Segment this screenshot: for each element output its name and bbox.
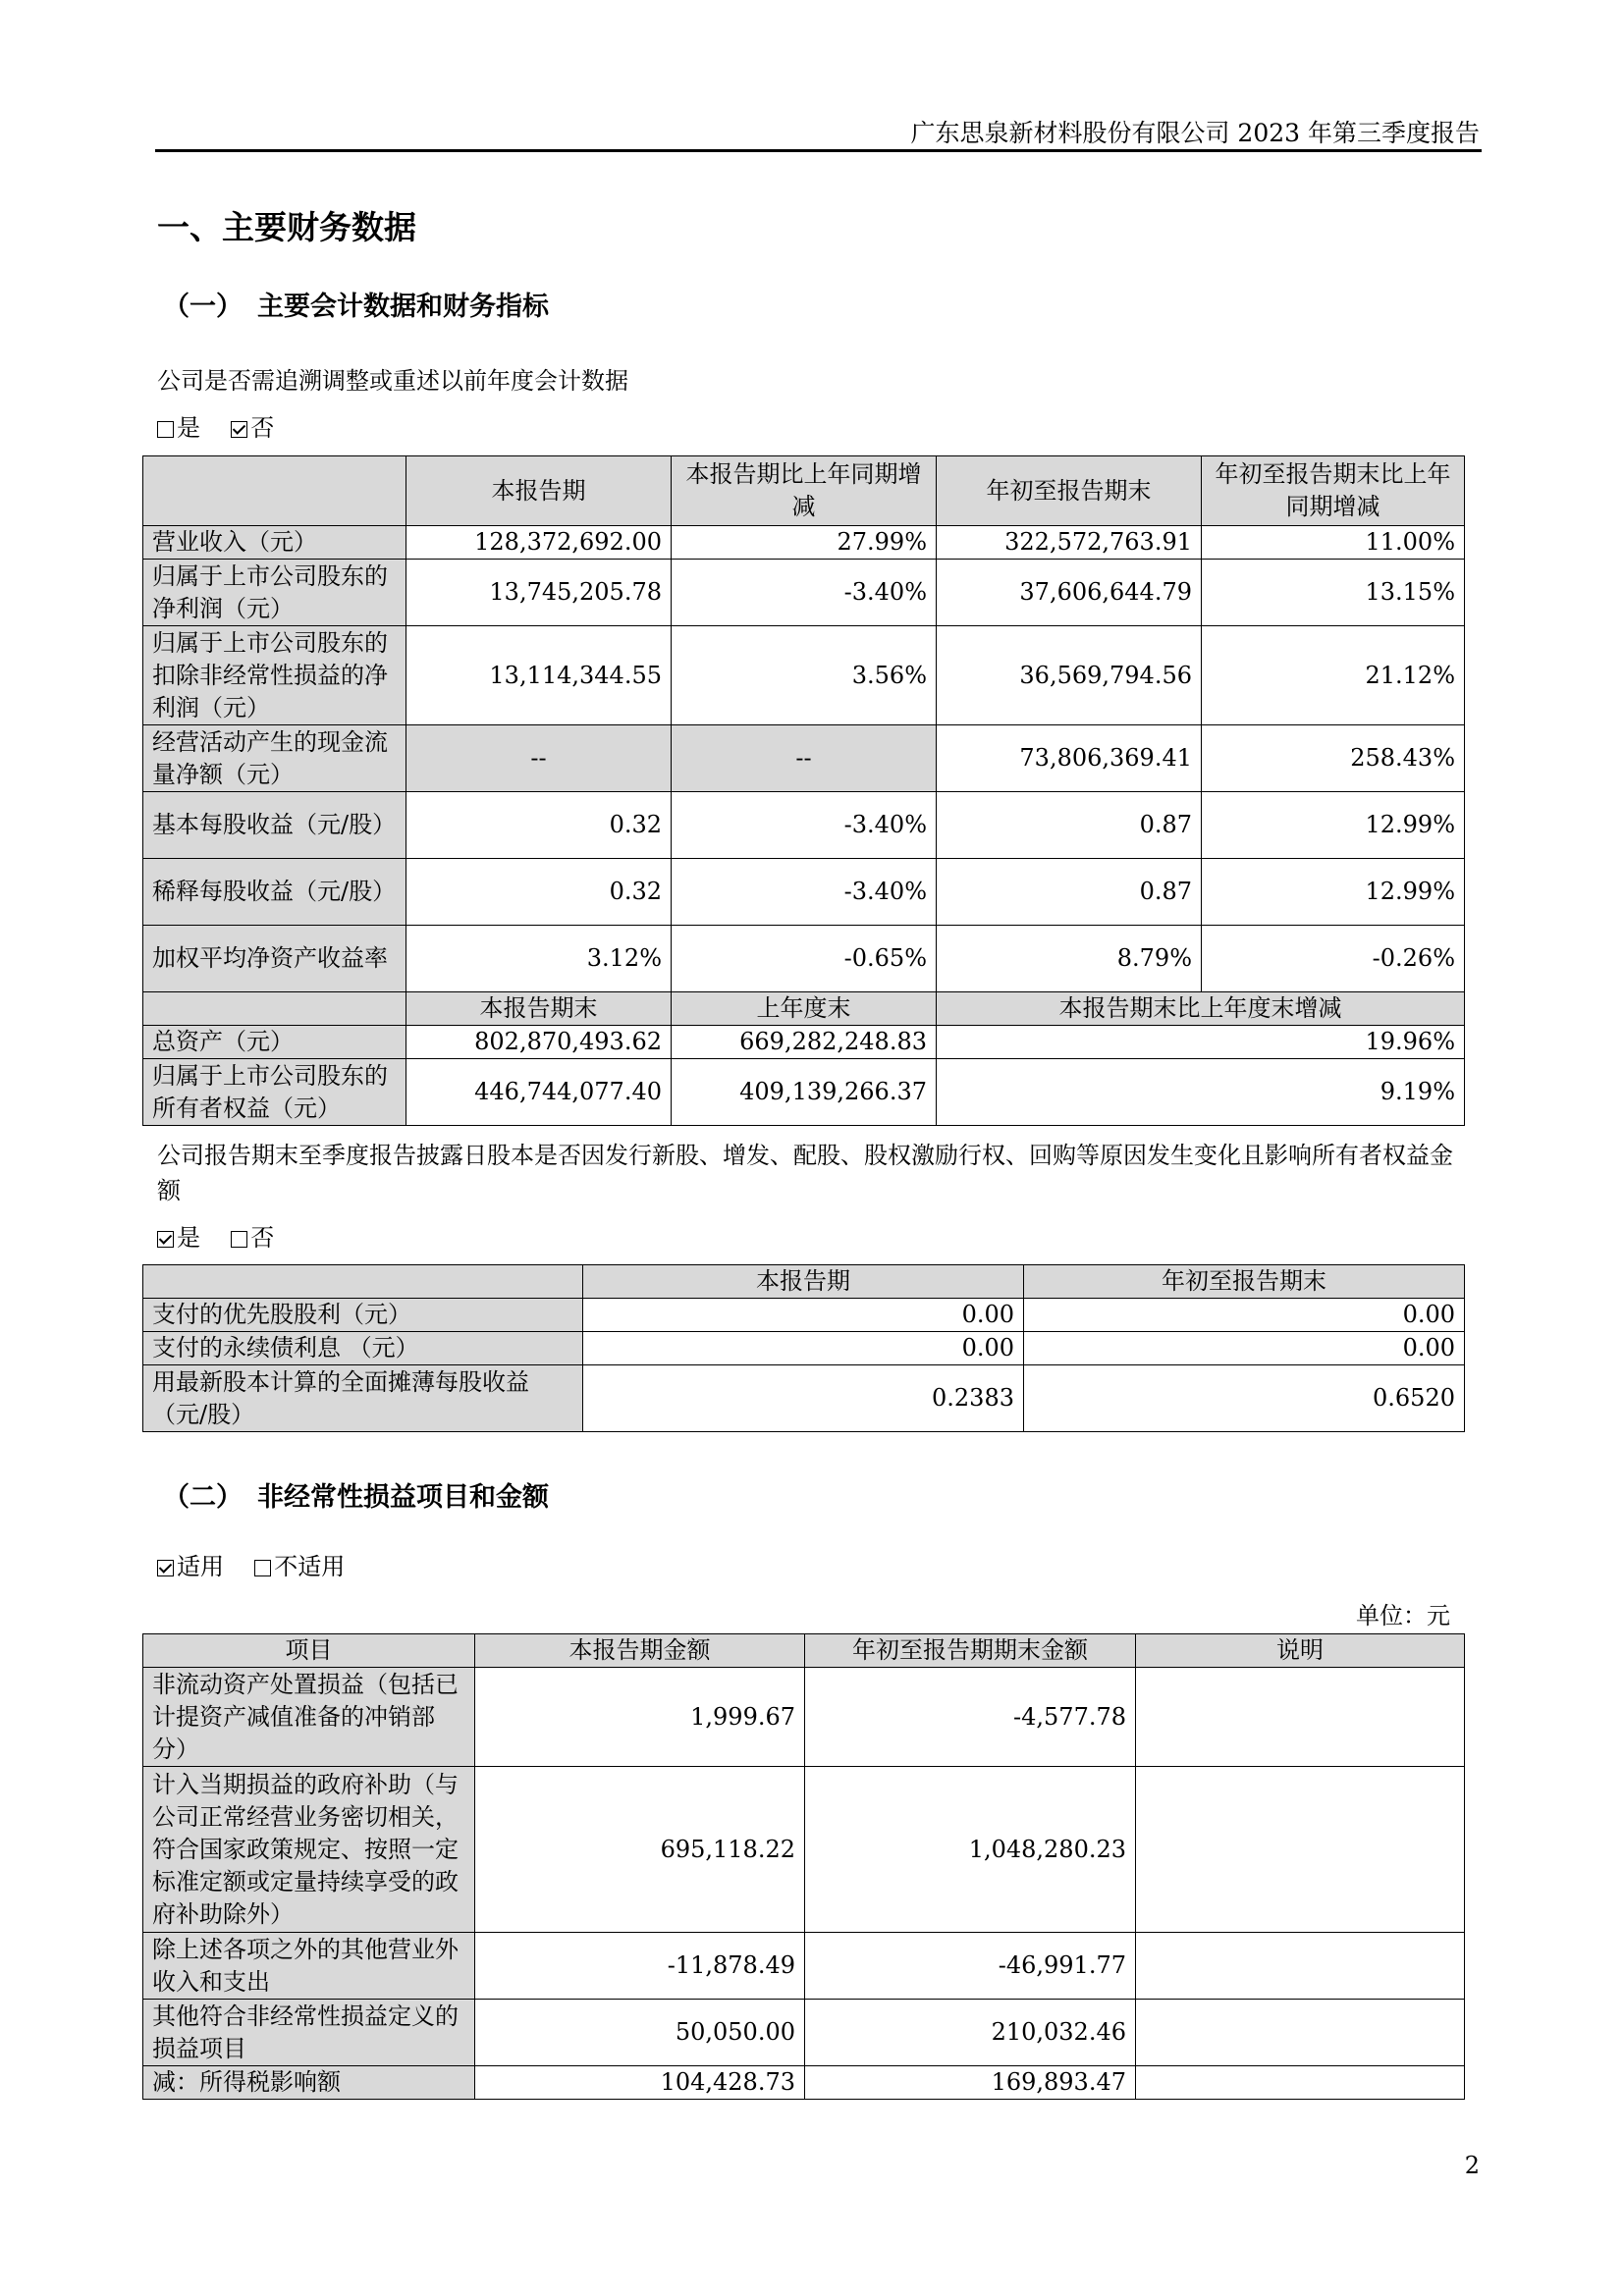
- table-cell: 0.00: [583, 1299, 1024, 1332]
- table-cell: 0.87: [937, 792, 1202, 859]
- table-cell: 13,114,344.55: [406, 626, 672, 725]
- table-cell: -4,577.78: [805, 1668, 1136, 1767]
- restate-options: [157, 410, 274, 446]
- table-row: [143, 1668, 1465, 1767]
- share-change-no-checkbox[interactable]: [231, 1231, 247, 1248]
- table-header-cell: 本报告期末: [406, 992, 672, 1026]
- table-cell: 0.00: [583, 1332, 1024, 1365]
- table-cell: -46,991.77: [805, 1933, 1136, 2000]
- table-cell: 0.00: [1024, 1332, 1465, 1365]
- table-cell: -3.40%: [672, 792, 937, 859]
- table-row: [143, 1332, 1465, 1365]
- table-cell: 0.00: [1024, 1299, 1465, 1332]
- table-header-row: [143, 456, 1465, 526]
- table-row: [143, 1026, 1465, 1059]
- row-label: 归属于上市公司股东的净利润（元）: [143, 560, 406, 626]
- table-cell: 104,428.73: [475, 2066, 805, 2100]
- applicable-options: [157, 1549, 345, 1584]
- table-header-cell: 年初至报告期末: [937, 456, 1202, 526]
- table-header-row: [143, 1265, 1465, 1299]
- row-label: 基本每股收益（元/股）: [143, 792, 406, 859]
- table-cell: 258.43%: [1202, 725, 1465, 792]
- page-number: 2: [1464, 2152, 1480, 2179]
- table-cell: 12.99%: [1202, 792, 1465, 859]
- table-header-cell: 上年度末: [672, 992, 937, 1026]
- row-label: 支付的优先股股利（元）: [143, 1299, 583, 1332]
- table-header-cell: 说明: [1136, 1634, 1465, 1668]
- table-cell: 13.15%: [1202, 560, 1465, 626]
- table-cell: 50,050.00: [475, 2000, 805, 2066]
- table-header-cell: 年初至报告期末比上年同期增减: [1202, 456, 1465, 526]
- share-change-yes-checkbox[interactable]: [157, 1231, 174, 1248]
- row-label: 非流动资产处置损益（包括已计提资产减值准备的冲销部分）: [143, 1668, 475, 1767]
- table-header-cell: 年初至报告期末: [1024, 1265, 1465, 1299]
- table-cell: 3.56%: [672, 626, 937, 725]
- subsection-number: （二）: [163, 1482, 243, 1513]
- row-label: 营业收入（元）: [143, 526, 406, 560]
- table-cell: 669,282,248.83: [672, 1026, 937, 1059]
- table-row: [143, 2000, 1465, 2066]
- table-cell: 8.79%: [937, 926, 1202, 992]
- table-row: [143, 926, 1465, 992]
- table-cell: [1136, 1933, 1465, 2000]
- table-cell: 446,744,077.40: [406, 1059, 672, 1126]
- table-row: [143, 1059, 1465, 1126]
- table-cell: 37,606,644.79: [937, 560, 1202, 626]
- table-cell: 1,999.67: [475, 1668, 805, 1767]
- row-label: 稀释每股收益（元/股）: [143, 859, 406, 926]
- table-cell: 12.99%: [1202, 859, 1465, 926]
- table-header-cell: 本报告期末比上年度末增减: [937, 992, 1465, 1026]
- table-cell: 73,806,369.41: [937, 725, 1202, 792]
- table-header-cell: [143, 456, 406, 526]
- row-label: 加权平均净资产收益率: [143, 926, 406, 992]
- table-cell: 169,893.47: [805, 2066, 1136, 2100]
- table-row: [143, 1365, 1465, 1432]
- table-header-cell: [143, 992, 406, 1026]
- row-label: 归属于上市公司股东的扣除非经常性损益的净利润（元）: [143, 626, 406, 725]
- table-cell: 3.12%: [406, 926, 672, 992]
- table-cell: 210,032.46: [805, 2000, 1136, 2066]
- table-cell: [1136, 2000, 1465, 2066]
- table-cell: 128,372,692.00: [406, 526, 672, 560]
- row-label: 用最新股本计算的全面摊薄每股收益（元/股）: [143, 1365, 583, 1432]
- subsection-number: （一）: [163, 292, 243, 322]
- main-financial-table: [142, 455, 1465, 1126]
- table-cell: 1,048,280.23: [805, 1767, 1136, 1933]
- table-cell: --: [406, 725, 672, 792]
- table-cell: -3.40%: [672, 859, 937, 926]
- table-row: [143, 526, 1465, 560]
- table-row: [143, 1299, 1465, 1332]
- restate-no-checkbox[interactable]: [231, 421, 247, 438]
- table-cell: -3.40%: [672, 560, 937, 626]
- table-cell: 27.99%: [672, 526, 937, 560]
- table-header-cell: 本报告期金额: [475, 1634, 805, 1668]
- restate-yes-label: 是: [177, 414, 200, 442]
- table-cell: 21.12%: [1202, 626, 1465, 725]
- section-title: 一、主要财务数据: [157, 208, 416, 246]
- table-header-cell: 本报告期比上年同期增减: [672, 456, 937, 526]
- table-cell: 11.00%: [1202, 526, 1465, 560]
- table-header-cell: [143, 1265, 583, 1299]
- table-header-row: [143, 992, 1465, 1026]
- row-label: 减：所得税影响额: [143, 2066, 475, 2100]
- unit-label: 单位：元: [1356, 1602, 1450, 1629]
- table-cell: [1136, 1767, 1465, 1933]
- table-row: [143, 626, 1465, 725]
- header-rule: [155, 149, 1482, 152]
- table-cell: 409,139,266.37: [672, 1059, 937, 1126]
- table-row: [143, 560, 1465, 626]
- table-row: [143, 725, 1465, 792]
- table-header-cell: 本报告期: [583, 1265, 1024, 1299]
- report-header: 广东思泉新材料股份有限公司 2023 年第三季度报告: [910, 119, 1480, 147]
- table-row: [143, 1767, 1465, 1933]
- subsection-title: 非经常性损益项目和金额: [257, 1482, 549, 1513]
- table-row: [143, 2066, 1465, 2100]
- table-cell: 802,870,493.62: [406, 1026, 672, 1059]
- table-cell: 0.2383: [583, 1365, 1024, 1432]
- table-cell: 13,745,205.78: [406, 560, 672, 626]
- table-row: [143, 1933, 1465, 2000]
- share-change-yes-label: 是: [177, 1224, 200, 1252]
- table-cell: --: [672, 725, 937, 792]
- table-cell: -11,878.49: [475, 1933, 805, 2000]
- table-cell: 19.96%: [937, 1026, 1465, 1059]
- table-cell: 0.6520: [1024, 1365, 1465, 1432]
- table-row: [143, 859, 1465, 926]
- row-label: 支付的永续债利息 （元）: [143, 1332, 583, 1365]
- restate-no-label: 否: [250, 414, 275, 442]
- table-cell: [1136, 2066, 1465, 2100]
- table-cell: -0.26%: [1202, 926, 1465, 992]
- table-cell: [1136, 1668, 1465, 1767]
- restate-question: 公司是否需追溯调整或重述以前年度会计数据: [157, 367, 628, 395]
- row-label: 计入当期损益的政府补助（与公司正常经营业务密切相关，符合国家政策规定、按照一定标准定额或定量持续享受的政府补助除外）: [143, 1767, 475, 1933]
- table-cell: -0.65%: [672, 926, 937, 992]
- table-cell: 695,118.22: [475, 1767, 805, 1933]
- row-label: 除上述各项之外的其他营业外收入和支出: [143, 1933, 475, 2000]
- table-row: [143, 792, 1465, 859]
- table-cell: 0.32: [406, 792, 672, 859]
- row-label: 经营活动产生的现金流量净额（元）: [143, 725, 406, 792]
- table-header-row: [143, 1634, 1465, 1668]
- table-cell: 36,569,794.56: [937, 626, 1202, 725]
- not-applicable-checkbox[interactable]: [254, 1560, 271, 1576]
- applicable-checkbox[interactable]: [157, 1560, 174, 1576]
- applicable-label: 适用: [177, 1553, 224, 1580]
- not-applicable-label: 不适用: [274, 1553, 346, 1580]
- table-cell: 0.87: [937, 859, 1202, 926]
- table-header-cell: 项目: [143, 1634, 475, 1668]
- restate-yes-checkbox[interactable]: [157, 421, 174, 438]
- subsection-title: 主要会计数据和财务指标: [257, 292, 549, 322]
- non-recurring-table: [142, 1633, 1465, 2100]
- table-header-cell: 本报告期: [406, 456, 672, 526]
- row-label: 归属于上市公司股东的所有者权益（元）: [143, 1059, 406, 1126]
- table-header-cell: 年初至报告期期末金额: [805, 1634, 1136, 1668]
- row-label: 总资产（元）: [143, 1026, 406, 1059]
- share-change-question: 公司报告期末至季度报告披露日股本是否因发行新股、增发、配股、股权激励行权、回购等原因发生变化且影响所有者权益金额: [157, 1142, 1453, 1204]
- table-cell: 9.19%: [937, 1059, 1465, 1126]
- table-cell: 0.32: [406, 859, 672, 926]
- share-change-options: [157, 1220, 274, 1255]
- share-change-table: [142, 1264, 1465, 1432]
- row-label: 其他符合非经常性损益定义的损益项目: [143, 2000, 475, 2066]
- share-change-no-label: 否: [250, 1224, 275, 1252]
- table-cell: 322,572,763.91: [937, 526, 1202, 560]
